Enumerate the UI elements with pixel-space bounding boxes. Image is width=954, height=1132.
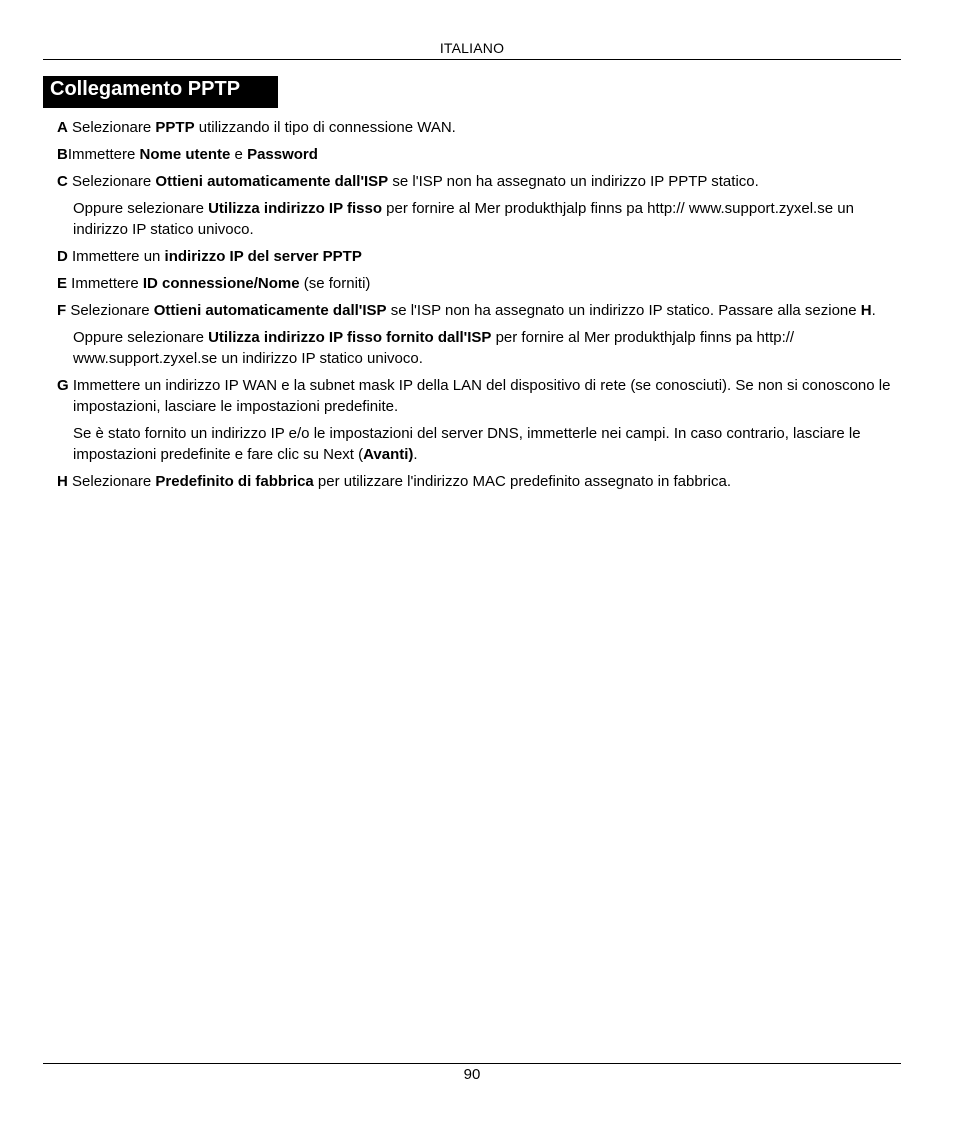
step-letter: F [57, 302, 67, 319]
step-h: H Selezionare Predefinito di fabbrica per utilizzare l'indirizzo MAC predefinito assegnato in fabbrica. [57, 473, 731, 490]
step-letter: G [57, 377, 69, 394]
step-letter: B [57, 146, 68, 163]
step-letter: D [57, 248, 68, 265]
step-b: BImmettere Nome utente e Password [57, 146, 318, 163]
step-letter: A [57, 119, 68, 136]
step-f-note: Oppure selezionare Utilizza indirizzo IP fisso fornito dall'ISP per fornire al Mer produkthjalp finns pa http:// www.support.zyxel.se un indirizzo IP statico univoco. [73, 329, 795, 367]
step-f: F Selezionare Ottieni automaticamente dall'ISP se l'ISP non ha assegnato un indirizzo IP statico. Passare alla sezione H. [57, 302, 876, 319]
step-e: E Immettere ID connessione/Nome (se forniti) [57, 275, 371, 292]
step-c: C Selezionare Ottieni automaticamente dall'ISP se l'ISP non ha assegnato un indirizzo IP PPTP statico. [57, 173, 759, 190]
footer-divider [43, 1063, 901, 1064]
step-g-note: Se è stato fornito un indirizzo IP e/o le impostazioni del server DNS, immetterle nei campi. In caso contrario, lasciare le impostazioni predefinite e fare clic su Next (Avanti). [73, 425, 861, 463]
header-divider [43, 59, 901, 60]
step-g: G Immettere un indirizzo IP WAN e la subnet mask IP della LAN del dispositivo di rete (se conosciuti). Se non si conoscono le impostazioni, lasciare le impostazioni predefinite. [57, 377, 891, 415]
step-letter: C [57, 173, 68, 190]
page-number: 90 [463, 1066, 481, 1083]
step-list [57, 117, 899, 498]
step-c-note: Oppure selezionare Utilizza indirizzo IP fisso per fornire al Mer produkthjalp finns pa http:// www.support.zyxel.se un indirizzo IP statico univoco. [73, 200, 854, 238]
step-letter: H [57, 473, 68, 490]
section-title: Collegamento PPTP [43, 76, 278, 108]
step-d: D Immettere un indirizzo IP del server PPTP [57, 248, 362, 265]
step-letter: E [57, 275, 68, 292]
language-header: ITALIANO [439, 40, 505, 56]
step-a: A Selezionare PPTP utilizzando il tipo di connessione WAN. [57, 119, 456, 136]
